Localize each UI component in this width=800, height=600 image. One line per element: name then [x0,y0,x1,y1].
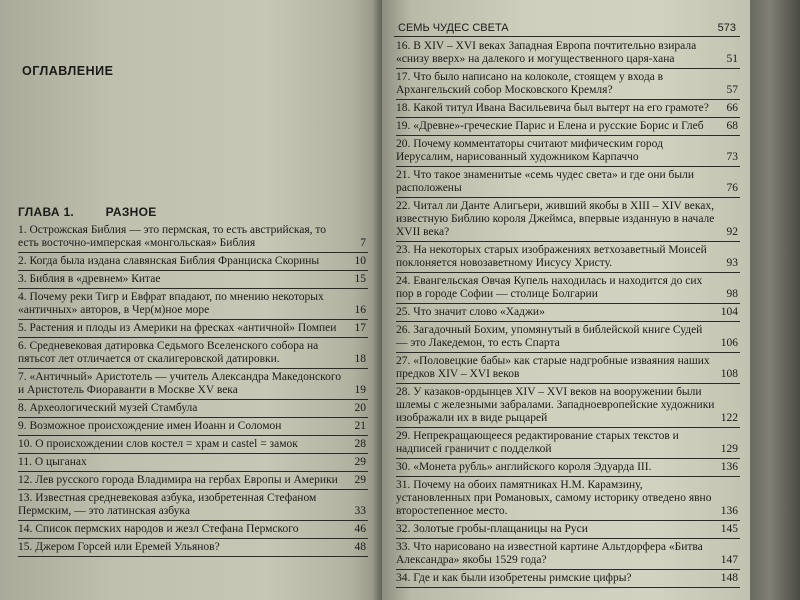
toc-entry-title: 29. Непрекращающееся редактирование старых текстов и надписей граничит с подделкой [396,430,679,455]
toc-entry-page: 18 [354,353,366,365]
toc-entry-page: 10 [354,255,366,267]
toc-entry-title: 23. На некоторых старых изображениях ветхозаветный Моисей поклоняется новозаветному Иисусу Христу. [396,244,707,269]
toc-entry-page: 136 [720,461,738,473]
toc-entry-page: 7 [360,237,366,249]
contents-title: ОГЛАВЛЕНИЕ [22,64,114,78]
toc-entry-page: 93 [726,257,738,269]
toc-entry-page: 57 [726,84,738,96]
toc-entry-page: 33 [354,505,366,517]
toc-entry-title: 14. Список пермских народов и жезл Стефана Пермского [18,523,299,535]
toc-entry [18,418,368,436]
toc-entry [18,271,368,289]
right-page [382,0,750,600]
toc-entry-page: 68 [726,120,738,132]
toc-entry-page: 29 [354,474,366,486]
chapter-number: ГЛАВА 1. [18,205,75,219]
toc-entry [396,322,740,353]
chapter-name: РАЗНОЕ [105,205,157,219]
toc-entry-title: 17. Что было написано на колоколе, стоящем у входа в Архангельский собор Московского Кремля? [396,71,664,96]
toc-entry-page: 145 [720,523,738,535]
toc-entry-title: 9. Возможное происхождение имен Иоанн и Соломон [18,420,282,432]
toc-entry [396,273,740,304]
toc-entry [396,477,740,521]
toc-entry-page: 46 [354,523,366,535]
toc-entry-page: 17 [354,322,366,334]
toc-entry-title: 7. «Античный» Аристотель — учитель Александра Македонского и Аристотель Фиораванти в Москве XV века [18,371,342,396]
toc-entry [18,369,368,400]
toc-entry-title: 19. «Древне»-греческие Парис и Елена и русские Борис и Глеб [396,120,704,132]
left-page [0,0,382,600]
chapter-heading [18,205,157,219]
toc-entry-title: 2. Когда была издана славянская Библия Франциска Скорины [18,255,320,267]
toc-entry [396,69,740,100]
toc-entry [18,253,368,271]
toc-entry-page: 98 [726,288,738,300]
toc-entry-title: 13. Известная средневековая азбука, изобретенная Стефаном Пермским, — это латинская азбука [18,492,317,517]
toc-entry-title: 33. Что нарисовано на известной картине Альтдорфера «Битва Александра» якобы 1529 года? [396,541,703,566]
toc-entry-title: 24. Евангельская Овчая Купель находилась и находится до сих пор в городе Софии — столице Болгарии [396,275,703,300]
toc-entry-title: 20. Почему комментаторы считают мифическим город Иерусалим, нарисованный художником Карпаччо [396,138,663,163]
toc-entry [18,539,368,557]
toc-entry-title: 25. Что значит слово «Хаджи» [396,306,545,318]
toc-entry [18,436,368,454]
toc-list-right [396,38,740,588]
toc-entry [18,472,368,490]
toc-entry-title: 3. Библия в «древнем» Китае [18,273,161,285]
toc-entry [396,136,740,167]
toc-entry-page: 28 [354,438,366,450]
toc-entry-title: 6. Средневековая датировка Седьмого Вселенского собора на пятьсот лет отличается от скалигеровской датировки. [18,340,319,365]
toc-entry-title: 8. Археологический музей Стамбула [18,402,198,414]
toc-entry-title: 1. Острожская Библия — это пермская, то есть австрийская, то есть восточно-имперская «монгольская» Библия [18,224,326,249]
toc-entry-page: 122 [720,412,738,424]
toc-entry-title: 11. О цыганах [18,456,87,468]
toc-entry-page: 15 [354,273,366,285]
toc-entry [18,222,368,253]
toc-entry-page: 29 [354,456,366,468]
page-stack-edge [750,0,800,600]
bleed-through-text [149,138,380,202]
toc-entry-page: 147 [720,554,738,566]
toc-entry-title: 26. Загадочный Бохим, упомянутый в библейской книге Судей — это Лакедемон, то есть Спарта [396,324,703,349]
toc-entry-title: 31. Почему на обоих памятниках Н.М. Карамзину, установленных при Романовых, самому историку отведено явно второстепенное место. [396,479,712,517]
toc-entry [396,384,740,428]
running-header [394,22,740,37]
toc-list-left [18,222,368,557]
toc-entry-title: 10. О происхождении слов костел = храм и castel = замок [18,438,298,450]
toc-entry-page: 108 [720,368,738,380]
toc-entry-page: 21 [354,420,366,432]
toc-entry [396,304,740,322]
toc-entry [396,539,740,570]
toc-entry [18,400,368,418]
toc-entry-title: 12. Лев русского города Владимира на гербах Европы и Америки [18,474,338,486]
toc-entry [396,353,740,384]
toc-entry-title: 22. Читал ли Данте Алигьери, живший якобы в XIII – XIV веках, известную Библию короля Джеймса, впервые изданную в начале XVII века? [396,200,715,238]
toc-entry [18,490,368,521]
running-header-title: СЕМЬ ЧУДЕС СВЕТА [398,22,509,34]
toc-entry-page: 148 [720,572,738,584]
toc-entry [396,428,740,459]
toc-entry-title: 16. В XIV – XVI веках Западная Европа почтительно взирала «снизу вверх» на далекого и могущественного царя-хана [396,40,697,65]
toc-entry [396,570,740,588]
toc-entry-title: 5. Растения и плоды из Америки на фресках «античной» Помпеи [18,322,337,334]
toc-entry-page: 51 [726,53,738,65]
toc-entry-title: 28. У казаков-ордынцев XIV – XVI веков на вооружении были шлемы с железными забралами. Западноевропейские художники изображали их в виде рыцарей [396,386,715,424]
toc-entry-title: 4. Почему реки Тигр и Евфрат впадают, по мнению некоторых «античных» авторов, в Чер(м)ное море [18,291,324,316]
toc-entry-title: 32. Золотые гробы-плащаницы на Руси [396,523,588,535]
toc-entry [396,459,740,477]
toc-entry-page: 106 [720,337,738,349]
toc-entry-title: 30. «Монета рубль» английского короля Эдуарда III. [396,461,652,473]
toc-entry-page: 20 [354,402,366,414]
toc-entry-page: 16 [354,304,366,316]
toc-entry [396,242,740,273]
toc-entry-page: 92 [726,226,738,238]
toc-entry-page: 76 [726,182,738,194]
toc-entry [18,454,368,472]
toc-entry-page: 136 [720,505,738,517]
toc-entry [396,198,740,242]
toc-entry [18,320,368,338]
toc-entry [396,100,740,118]
toc-entry-page: 66 [726,102,738,114]
toc-entry-page: 48 [354,541,366,553]
toc-entry-page: 19 [354,384,366,396]
toc-entry [18,338,368,369]
toc-entry [396,521,740,539]
toc-entry-page: 129 [720,443,738,455]
toc-entry [18,289,368,320]
toc-entry [396,38,740,69]
toc-entry [18,521,368,539]
page-number: 573 [717,22,736,34]
toc-entry-page: 104 [720,306,738,318]
toc-entry-title: 15. Джером Горсей или Еремей Ульянов? [18,541,220,553]
toc-entry-title: 18. Какой титул Ивана Васильевича был вытерт на его грамоте? [396,102,709,114]
toc-entry-title: 27. «Половецкие бабы» как старые надгробные изваяния наших предков XIV – XVI веков [396,355,710,380]
toc-entry [396,118,740,136]
toc-entry-page: 73 [726,151,738,163]
toc-entry [396,167,740,198]
toc-entry-title: 34. Где и как были изобретены римские цифры? [396,572,632,584]
toc-entry-title: 21. Что такое знаменитые «семь чудес света» и где они были расположены [396,169,694,194]
